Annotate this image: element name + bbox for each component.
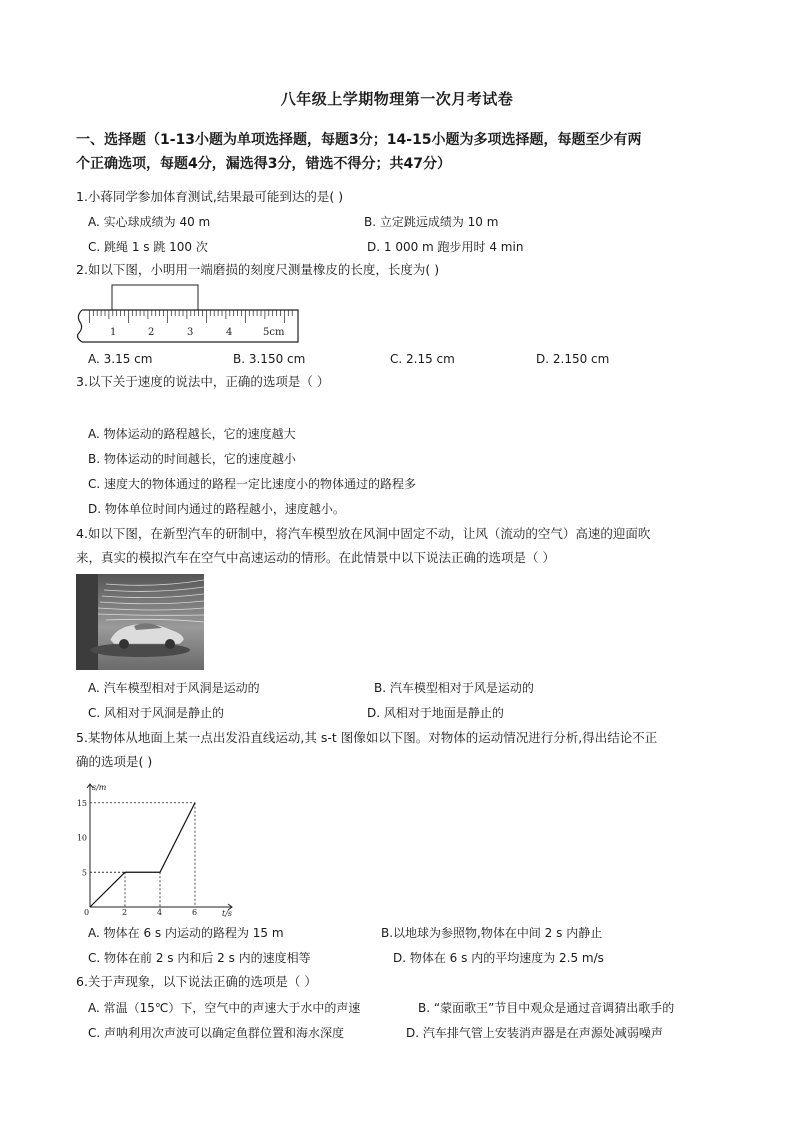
question-6-option-b: B. “蒙面歌王”节目中观众是通过音调猜出歌手的 (418, 1001, 675, 1015)
question-6-option-d: D. 汽车排气管上安装消声器是在声源处减弱噪声 (406, 1026, 663, 1040)
series-line (90, 803, 195, 907)
exam-title: 八年级上学期物理第一次月考试卷 (280, 90, 514, 108)
question-2-option-a: A. 3.15 cm (88, 352, 153, 366)
question-3-stem: 3.以下关于速度的说法中，正确的选项是（ ） (76, 374, 330, 389)
question-3-option-b: B. 物体运动的时间越长，它的速度越小 (88, 452, 296, 466)
question-5-option-c: C. 物体在前 2 s 内和后 2 s 内的速度相等 (88, 951, 311, 965)
ruler-labels (110, 327, 285, 338)
question-2-option-d: D. 2.150 cm (536, 352, 610, 366)
x-tick-label: 2 (122, 908, 128, 917)
origin-label: 0 (84, 908, 90, 917)
y-tick-label: 5 (81, 868, 87, 878)
ruler-worn-end (78, 310, 83, 342)
question-6-option-c: C. 声呐利用次声波可以确定鱼群位置和海水深度 (88, 1026, 345, 1040)
y-axis-label: s/m (92, 783, 107, 792)
question-5-stem (76, 726, 726, 774)
ruler-label-4: 4 (226, 327, 233, 338)
question-2-option-b: B. 3.150 cm (233, 352, 306, 366)
question-4-stem-line-1: 4.如以下图，在新型汽车的研制中，将汽车模型放在风洞中固定不动，让风（流动的空气）高速的迎面吹 (76, 526, 651, 541)
section-heading-line-2: 个正确选项，每题4分，漏选得3分，错选不得分；共47分） (76, 156, 451, 172)
ruler-svg (74, 282, 306, 346)
x-tick-label: 4 (157, 908, 163, 917)
question-5-stem-line-1: 5.某物体从地面上某一点出发沿直线运动,其 s-t 图像如以下图。对物体的运动情况进行分析,得出结论不正 (76, 730, 658, 745)
ruler-label-1: 1 (110, 327, 117, 338)
chart-marks (77, 799, 197, 917)
question-2-stem: 2.如以下图，小明用一端磨损的刻度尺测量橡皮的长度，长度为( ) (76, 262, 440, 277)
question-1-stem: 1.小蒋同学参加体育测试,结果最可能到达的是( ) (76, 189, 344, 204)
wind-tunnel-photo (76, 574, 204, 670)
ruler-figure (74, 282, 306, 346)
st-graph-svg (74, 778, 238, 918)
section-heading (76, 128, 736, 176)
question-4-option-d: D. 风相对于地面是静止的 (367, 706, 504, 720)
ruler-label-3: 3 (187, 327, 194, 338)
question-4-stem (76, 522, 726, 570)
question-5-option-a: A. 物体在 6 s 内运动的路程为 15 m (88, 926, 284, 940)
question-4-option-b: B. 汽车模型相对于风是运动的 (374, 681, 534, 695)
question-5-option-b: B.以地球为参照物,物体在中间 2 s 内静止 (381, 926, 603, 940)
question-1-option-a: A. 实心球成绩为 40 m (88, 215, 211, 229)
question-1-option-b: B. 立定跳远成绩为 10 m (364, 215, 499, 229)
section-heading-line-1: 一、选择题（1-13小题为单项选择题，每题3分；14-15小题为多项选择题，每题至少有两 (76, 132, 642, 148)
question-1-option-c: C. 跳绳 1 s 跳 100 次 (88, 240, 208, 254)
question-2-option-c: C. 2.15 cm (390, 352, 455, 366)
question-4-option-a: A. 汽车模型相对于风洞是运动的 (88, 681, 260, 695)
question-4-stem-line-2: 来，真实的模拟汽车在空气中高速运动的情形。在此情景中以下说法正确的选项是（ ） (76, 550, 555, 565)
ruler-label-5cm: 5cm (263, 327, 285, 338)
question-3-option-d: D. 物体单位时间内通过的路程越小，速度越小。 (88, 502, 345, 516)
question-5-option-d: D. 物体在 6 s 内的平均速度为 2.5 m/s (393, 951, 604, 965)
question-6-option-a: A. 常温（15℃）下，空气中的声速大于水中的声速 (88, 1001, 361, 1015)
question-3-option-c: C. 速度大的物体通过的路程一定比速度小的物体通过的路程多 (88, 477, 417, 491)
ruler-label-2: 2 (148, 327, 155, 338)
y-tick-label: 10 (76, 833, 87, 843)
question-6-stem: 6.关于声现象，以下说法正确的选项是（ ） (76, 974, 317, 989)
ruler-ticks (89, 310, 292, 323)
x-tick-label: 6 (192, 908, 198, 917)
y-tick-label: 15 (76, 798, 87, 808)
question-1-option-d: D. 1 000 m 跑步用时 4 min (367, 240, 524, 254)
question-5-stem-line-2: 确的选项是( ) (76, 754, 153, 769)
wind-tunnel-svg (76, 574, 204, 670)
x-axis-label: t/s (222, 909, 233, 918)
st-graph (74, 778, 238, 918)
question-4-option-c: C. 风相对于风洞是静止的 (88, 706, 225, 720)
question-3-option-a: A. 物体运动的路程越长，它的速度越大 (88, 427, 296, 441)
eraser (112, 285, 198, 310)
